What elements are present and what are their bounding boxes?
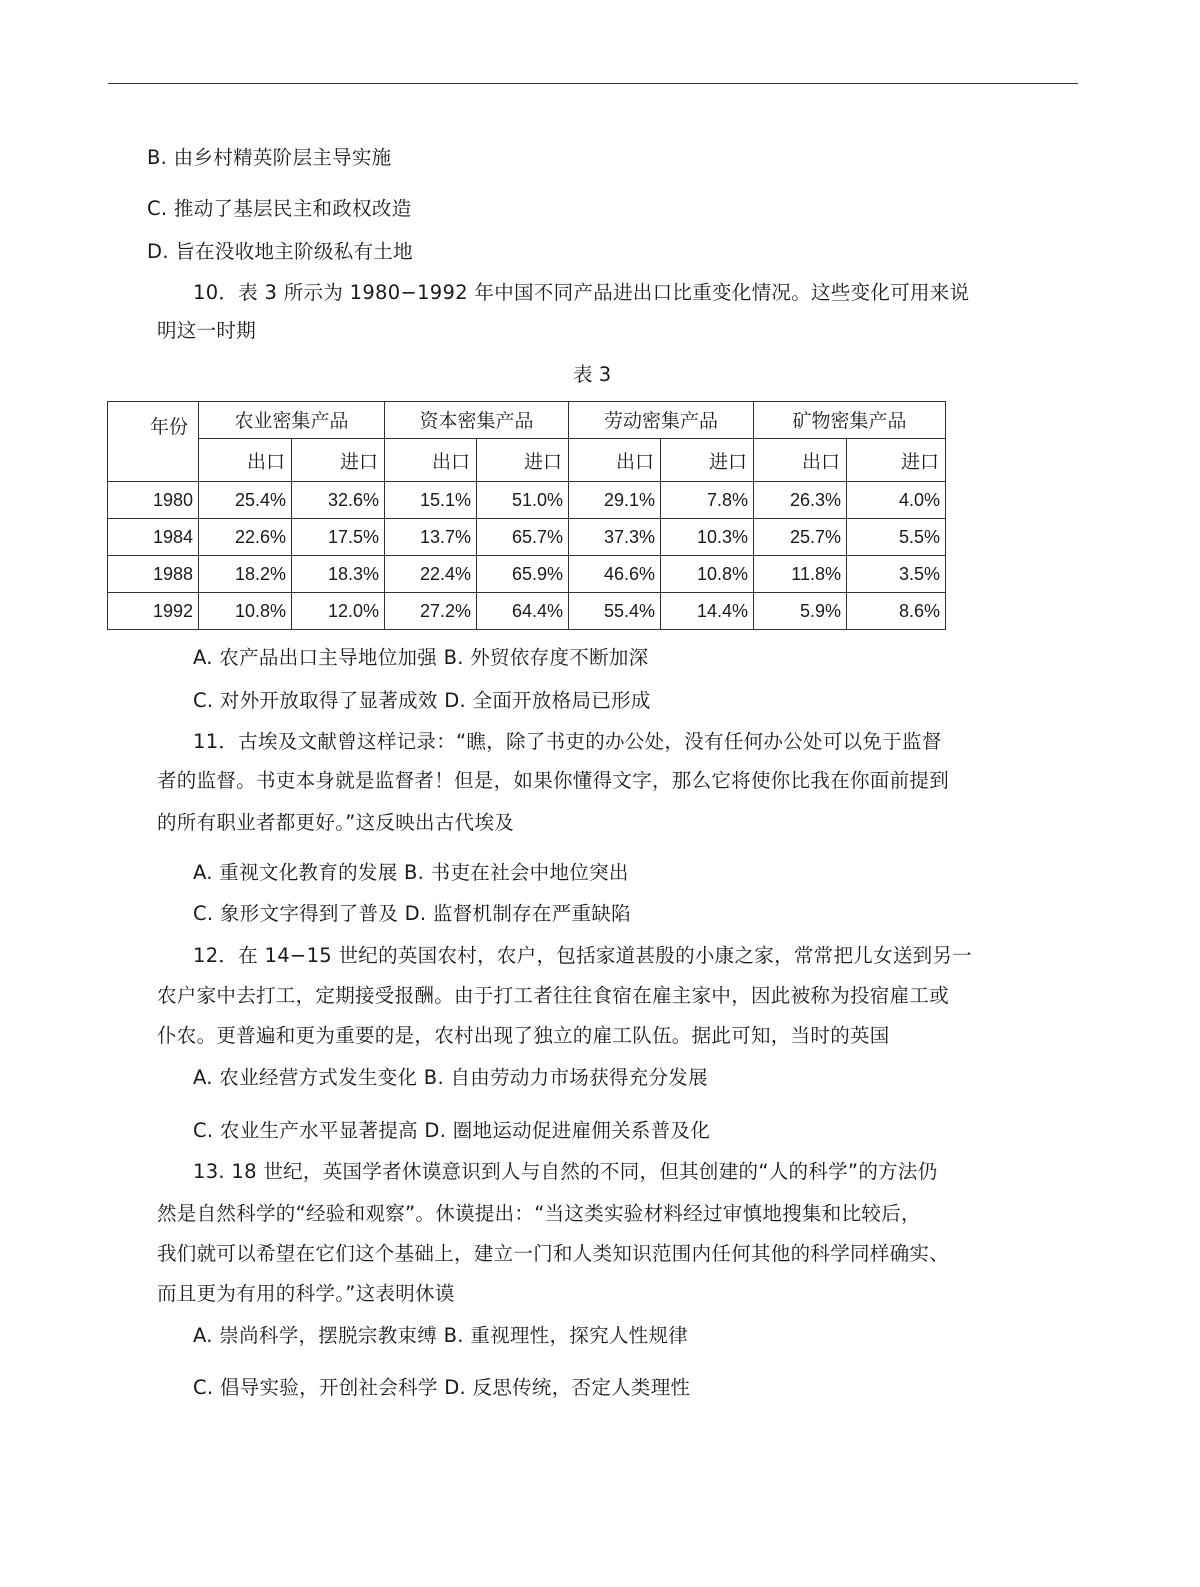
table-subheader-import: 进口 [477,439,569,482]
q12-options-cd: C. 农业生产水平显著提高 D. 圈地运动促进雇佣关系普及化 [193,1119,711,1142]
table-subheader-import: 进口 [847,439,946,482]
table-subheader-export: 出口 [754,439,847,482]
table-cell: 10.8% [199,593,292,630]
q13-options-ab: A. 崇尚科学，摆脱宗教束缚 B. 重视理性，探究人性规律 [193,1324,689,1347]
table-cell: 10.3% [661,519,754,556]
q13-stem-line-2: 然是自然科学的“经验和观察”。休谟提出：“当这类实验材料经过审慎地搜集和比较后， [157,1202,921,1225]
table-cell: 65.7% [477,519,569,556]
q10-options-ab: A. 农产品出口主导地位加强 B. 外贸依存度不断加深 [193,646,649,669]
table-cell: 22.4% [385,556,477,593]
q13-stem-line-4: 而且更为有用的科学。”这表明休谟 [157,1282,455,1305]
table-cell: 51.0% [477,482,569,519]
q9-option-c: C. 推动了基层民主和政权改造 [147,197,412,220]
table-row [108,593,946,630]
q10-options-cd: C. 对外开放取得了显著成效 D. 全面开放格局已形成 [193,689,651,712]
table-cell: 37.3% [569,519,661,556]
table-cell: 18.3% [292,556,385,593]
q10-stem-line-2: 明这一时期 [157,319,257,342]
q13-options-cd: C. 倡导实验，开创社会科学 D. 反思传统，否定人类理性 [193,1376,691,1399]
q12-stem-line-3: 仆农。更普遍和更为重要的是，农村出现了独立的雇工队伍。据此可知，当时的英国 [157,1024,890,1047]
table-cell-year: 1984 [108,519,199,556]
table-cell: 13.7% [385,519,477,556]
table-cell: 65.9% [477,556,569,593]
q9-option-b: B. 由乡村精英阶层主导实施 [147,146,392,169]
q11-stem-line-1: 11．古埃及文献曾这样记录：“瞧，除了书吏的办公处，没有任何办公处可以免于监督 [193,730,942,753]
table-header-year: 年份 [108,402,199,482]
table-subheader-export: 出口 [569,439,661,482]
trade-table [107,401,946,630]
table-cell: 25.7% [754,519,847,556]
q13-stem-line-1: 13. 18 世纪，英国学者休谟意识到人与自然的不同，但其创建的“人的科学”的方法仍 [193,1160,938,1183]
q12-stem-line-2: 农户家中去打工，定期接受报酬。由于打工者往往食宿在雇主家中，因此被称为投宿雇工或 [157,984,950,1007]
q11-stem-line-3: 的所有职业者都更好。”这反映出古代埃及 [157,811,515,834]
table-caption: 表 3 [573,363,612,386]
table-cell: 25.4% [199,482,292,519]
table-subheader-export: 出口 [199,439,292,482]
q11-options-cd: C. 象形文字得到了普及 D. 监督机制存在严重缺陷 [193,902,631,925]
table-row [108,556,946,593]
table-cell: 5.5% [847,519,946,556]
table-header-mineral: 矿物密集产品 [754,402,946,439]
table-header-labor: 劳动密集产品 [569,402,754,439]
q13-stem-line-3: 我们就可以希望在它们这个基础上，建立一门和人类知识范围内任何其他的科学同样确实、 [157,1242,950,1265]
table-subheader-import: 进口 [292,439,385,482]
table-subheader-export: 出口 [385,439,477,482]
q11-stem-line-2: 者的监督。书吏本身就是监督者！但是，如果你懂得文字，那么它将使你比我在你面前提到 [157,769,950,792]
table-header-capital: 资本密集产品 [385,402,569,439]
table-cell: 15.1% [385,482,477,519]
table-cell: 14.4% [661,593,754,630]
table-cell: 7.8% [661,482,754,519]
table-cell: 5.9% [754,593,847,630]
table-cell: 18.2% [199,556,292,593]
table-header-agriculture: 农业密集产品 [199,402,385,439]
table-cell: 3.5% [847,556,946,593]
table-cell: 11.8% [754,556,847,593]
table-cell: 64.4% [477,593,569,630]
table-cell: 4.0% [847,482,946,519]
q11-options-ab: A. 重视文化教育的发展 B. 书吏在社会中地位突出 [193,861,629,884]
table-cell: 8.6% [847,593,946,630]
table-cell: 27.2% [385,593,477,630]
table-cell: 17.5% [292,519,385,556]
table-cell: 26.3% [754,482,847,519]
q10-stem-line-1: 10．表 3 所示为 1980−1992 年中国不同产品进出口比重变化情况。这些变化可用来说 [193,281,970,304]
header-rule [108,83,1078,84]
table-cell: 29.1% [569,482,661,519]
q12-options-ab: A. 农业经营方式发生变化 B. 自由劳动力市场获得充分发展 [193,1066,708,1089]
table-cell: 55.4% [569,593,661,630]
table-row [108,519,946,556]
table-cell-year: 1992 [108,593,199,630]
table-cell: 46.6% [569,556,661,593]
table-row [108,482,946,519]
q9-option-d: D. 旨在没收地主阶级私有土地 [147,240,413,263]
table-cell: 10.8% [661,556,754,593]
table-cell: 32.6% [292,482,385,519]
q12-stem-line-1: 12．在 14−15 世纪的英国农村，农户，包括家道甚殷的小康之家，常常把儿女送到另一 [193,944,973,967]
table-cell: 22.6% [199,519,292,556]
table-cell-year: 1980 [108,482,199,519]
table-subheader-import: 进口 [661,439,754,482]
table-cell: 12.0% [292,593,385,630]
table-cell-year: 1988 [108,556,199,593]
